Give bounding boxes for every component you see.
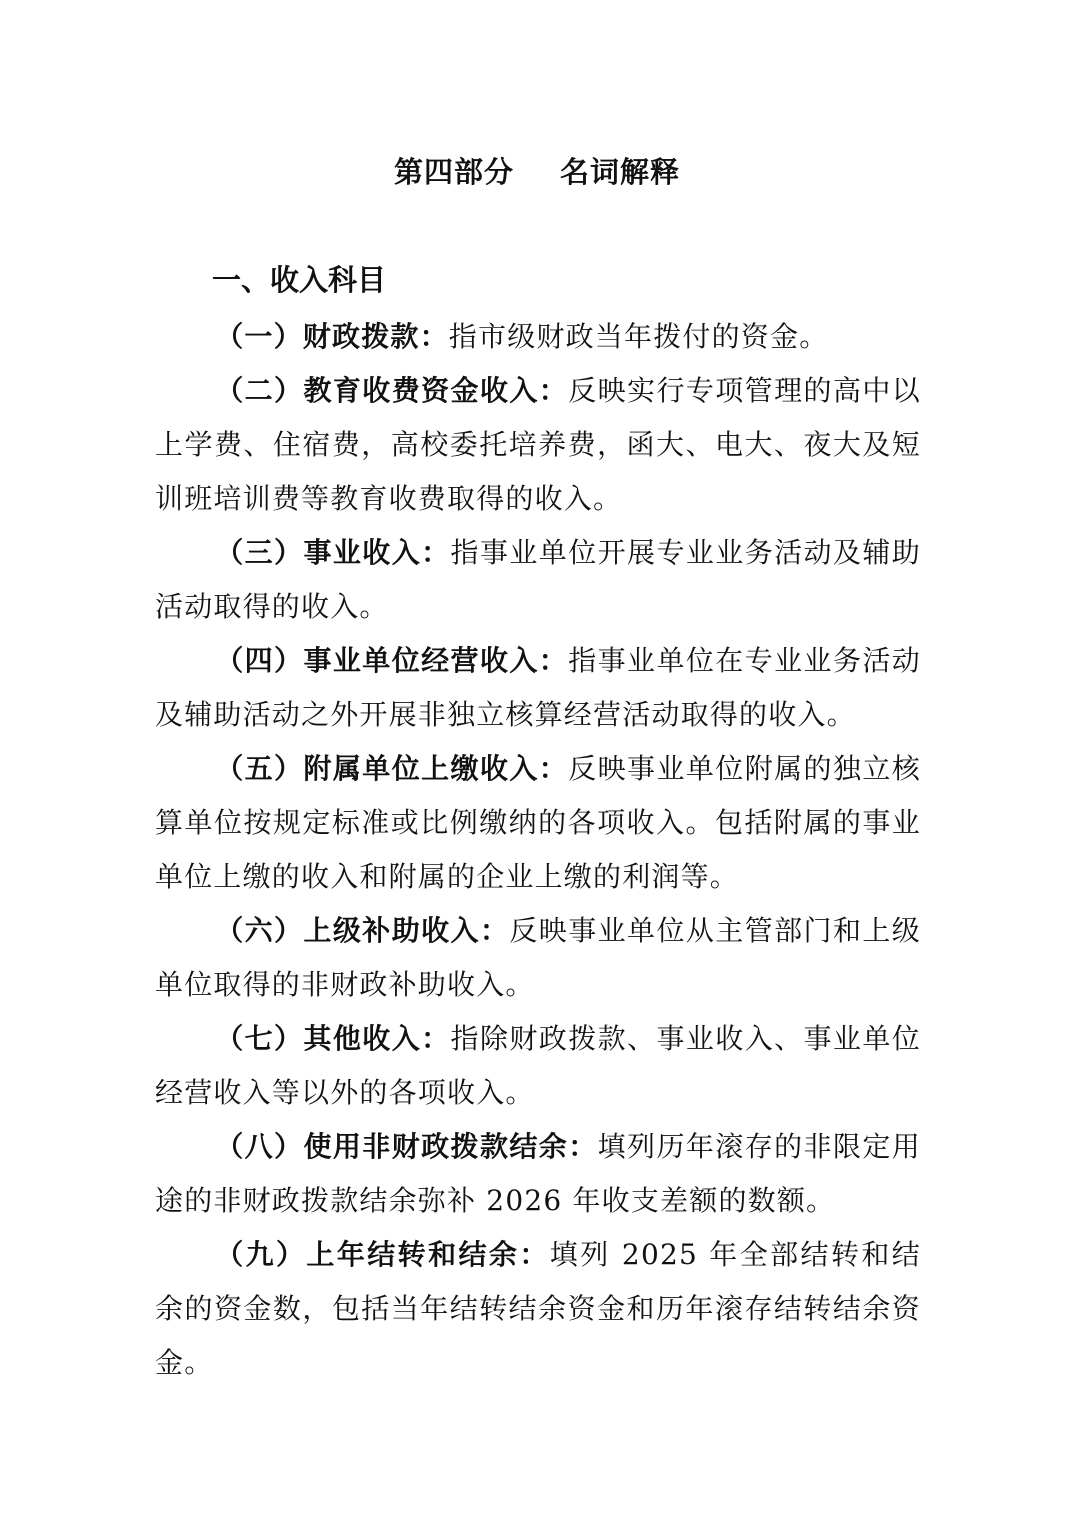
definition-term: （八）使用非财政拨款结余： [215, 1130, 598, 1163]
definition-term: （四）事业单位经营收入： [215, 644, 569, 677]
definition-entry-2 [155, 364, 921, 526]
definition-text: 填列历年滚存的非限定用途的非财政拨款结余弥补 2026 年收支差额的数额。 [155, 1130, 922, 1217]
title-name: 名词解释 [560, 155, 681, 189]
definition-entry-8 [155, 1120, 921, 1228]
definition-term: （一）财政拨款： [215, 320, 449, 353]
definition-text: 反映事业单位附属的独立核算单位按规定标准或比例缴纳的各项收入。包括附属的事业单位上缴的收入和附属的企业上缴的利润等。 [155, 752, 921, 893]
definition-term: （七）其他收入： [215, 1022, 451, 1055]
definition-entry-4 [155, 634, 921, 742]
title-part: 第四部分 [393, 155, 514, 189]
definition-text: 指除财政拨款、事业收入、事业单位经营收入等以外的各项收入。 [155, 1022, 921, 1109]
definition-term: （九）上年结转和结余： [215, 1238, 550, 1271]
definition-entry-3 [155, 526, 921, 634]
section-heading: 一、收入科目 [212, 263, 387, 297]
definition-term: （二）教育收费资金收入： [215, 374, 569, 407]
page-title [0, 150, 1074, 194]
definition-text: 指事业单位开展专业业务活动及辅助活动取得的收入。 [155, 536, 921, 623]
definition-text: 指市级财政当年拨付的资金。 [448, 320, 829, 353]
definition-term: （五）附属单位上缴收入： [215, 752, 569, 785]
definition-term: （六）上级补助收入： [215, 914, 510, 947]
definition-entry-9 [155, 1228, 921, 1390]
definition-term: （三）事业收入： [215, 536, 451, 569]
definition-entry-7 [155, 1012, 921, 1120]
definition-entry-5 [155, 742, 921, 904]
definition-text: 反映事业单位从主管部门和上级单位取得的非财政补助收入。 [155, 914, 921, 1001]
definition-text: 指事业单位在专业业务活动及辅助活动之外开展非独立核算经营活动取得的收入。 [155, 644, 921, 731]
definition-entry-1 [155, 310, 921, 364]
definitions-list [155, 310, 921, 1390]
definition-text: 反映实行专项管理的高中以上学费、住宿费，高校委托培养费，函大、电大、夜大及短训班培训费等教育收费取得的收入。 [155, 374, 921, 515]
definition-text: 填列 2025 年全部结转和结余的资金数，包括当年结转结余资金和历年滚存结转结余资金。 [155, 1238, 922, 1379]
definition-entry-6 [155, 904, 921, 1012]
